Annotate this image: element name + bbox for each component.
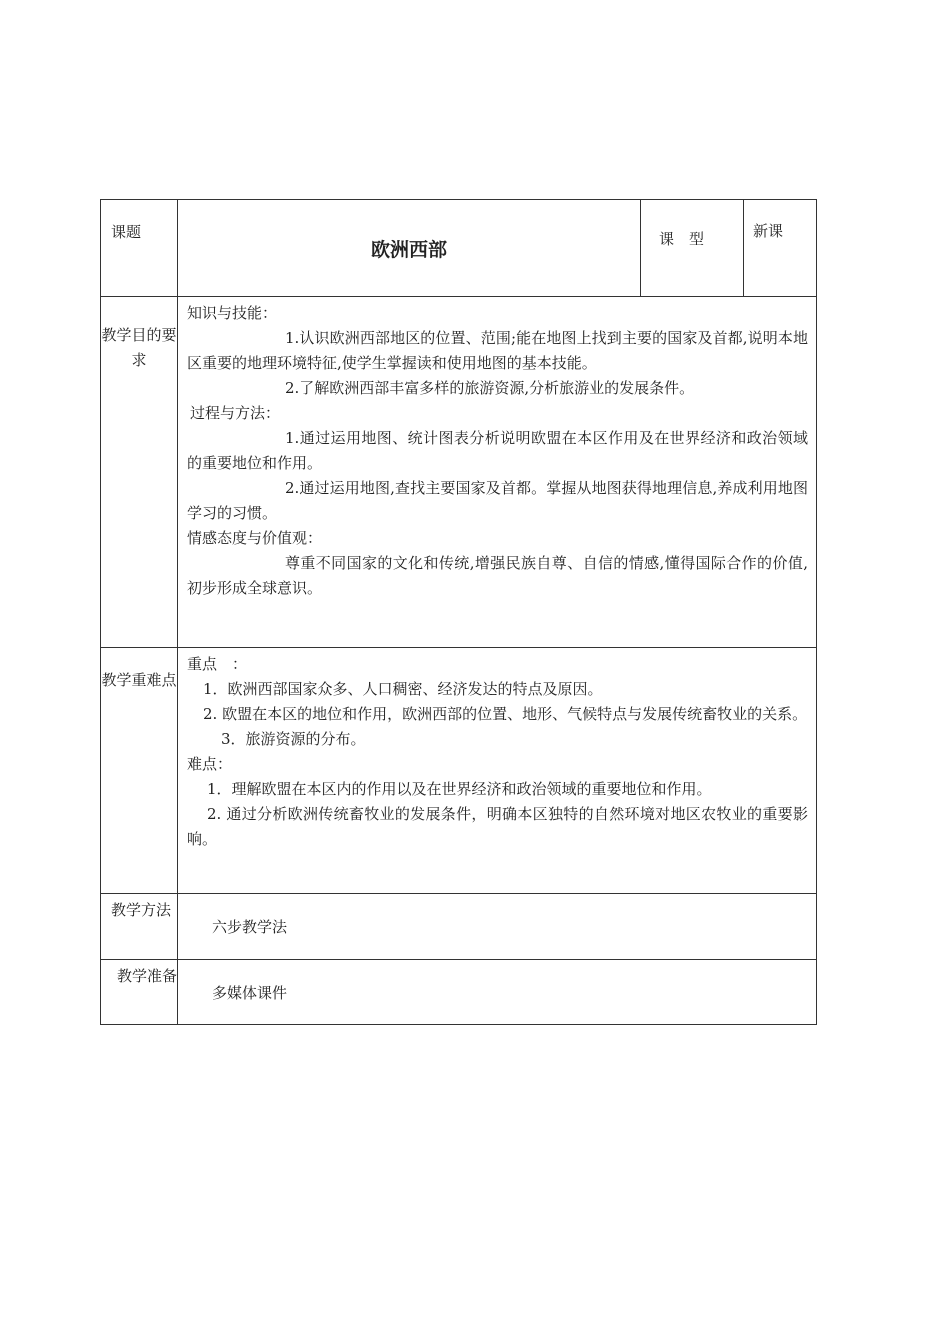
goals-row [101, 297, 817, 648]
knowledge-item-1: 1.认识欧洲西部地区的位置、范围;能在地图上找到主要的国家及首都,说明本地区重要的地理环境特征,使学生掌握读和使用地图的基本技能。 [187, 329, 808, 372]
topic-title: 欧洲西部 [178, 200, 641, 297]
key-points-heading: 重点 ： [187, 655, 248, 673]
keys-row [101, 648, 817, 894]
difficulty-heading: 难点： [187, 755, 233, 773]
keys-content [178, 648, 817, 894]
lesson-type-value: 新课 [744, 200, 817, 297]
process-item-1: 1.通过运用地图、统计图表分析说明欧盟在本区作用及在世界经济和政治领域的重要地位和作用。 [187, 429, 808, 472]
knowledge-item-2: 2.了解欧洲西部丰富多样的旅游资源,分析旅游业的发展条件。 [285, 379, 695, 397]
key-point-2: 2. 欧盟在本区的地位和作用，欧洲西部的位置、地形、气候特点与发展传统畜牧业的关系。 [203, 705, 808, 723]
preparation-label: 教学准备 [101, 960, 178, 1025]
key-point-1: 1．欧洲西部国家众多、人口稠密、经济发达的特点及原因。 [203, 680, 603, 698]
method-row [101, 894, 817, 960]
preparation-row [101, 960, 817, 1025]
emotion-item-1: 尊重不同国家的文化和传统,增强民族自尊、自信的情感,懂得国际合作的价值,初步形成全球意识。 [187, 554, 808, 597]
lesson-type-label: 课 型 [641, 200, 744, 297]
key-point-3: 3．旅游资源的分布。 [221, 730, 366, 748]
preparation-value: 多媒体课件 [178, 960, 817, 1025]
lesson-plan-table [100, 199, 817, 1025]
topic-label: 课题 [101, 200, 178, 297]
method-label: 教学方法 [101, 894, 178, 960]
goals-content [178, 297, 817, 648]
title-row [101, 200, 817, 297]
difficulty-1: 1．理解欧盟在本区内的作用以及在世界经济和政治领域的重要地位和作用。 [207, 780, 712, 798]
emotion-heading: 情感态度与价值观： [187, 529, 323, 547]
keys-label: 教学重难点 [101, 648, 178, 894]
process-item-2: 2.通过运用地图,查找主要国家及首都。掌握从地图获得地理信息,养成利用地图学习的习惯。 [187, 479, 808, 522]
goals-label: 教学目的要求 [101, 297, 178, 648]
method-value: 六步教学法 [178, 894, 817, 960]
knowledge-heading: 知识与技能： [187, 304, 278, 322]
difficulty-2: 2. 通过分析欧洲传统畜牧业的发展条件，明确本区独特的自然环境对地区农牧业的重要影响。 [187, 805, 808, 848]
process-heading: 过程与方法： [190, 404, 281, 422]
